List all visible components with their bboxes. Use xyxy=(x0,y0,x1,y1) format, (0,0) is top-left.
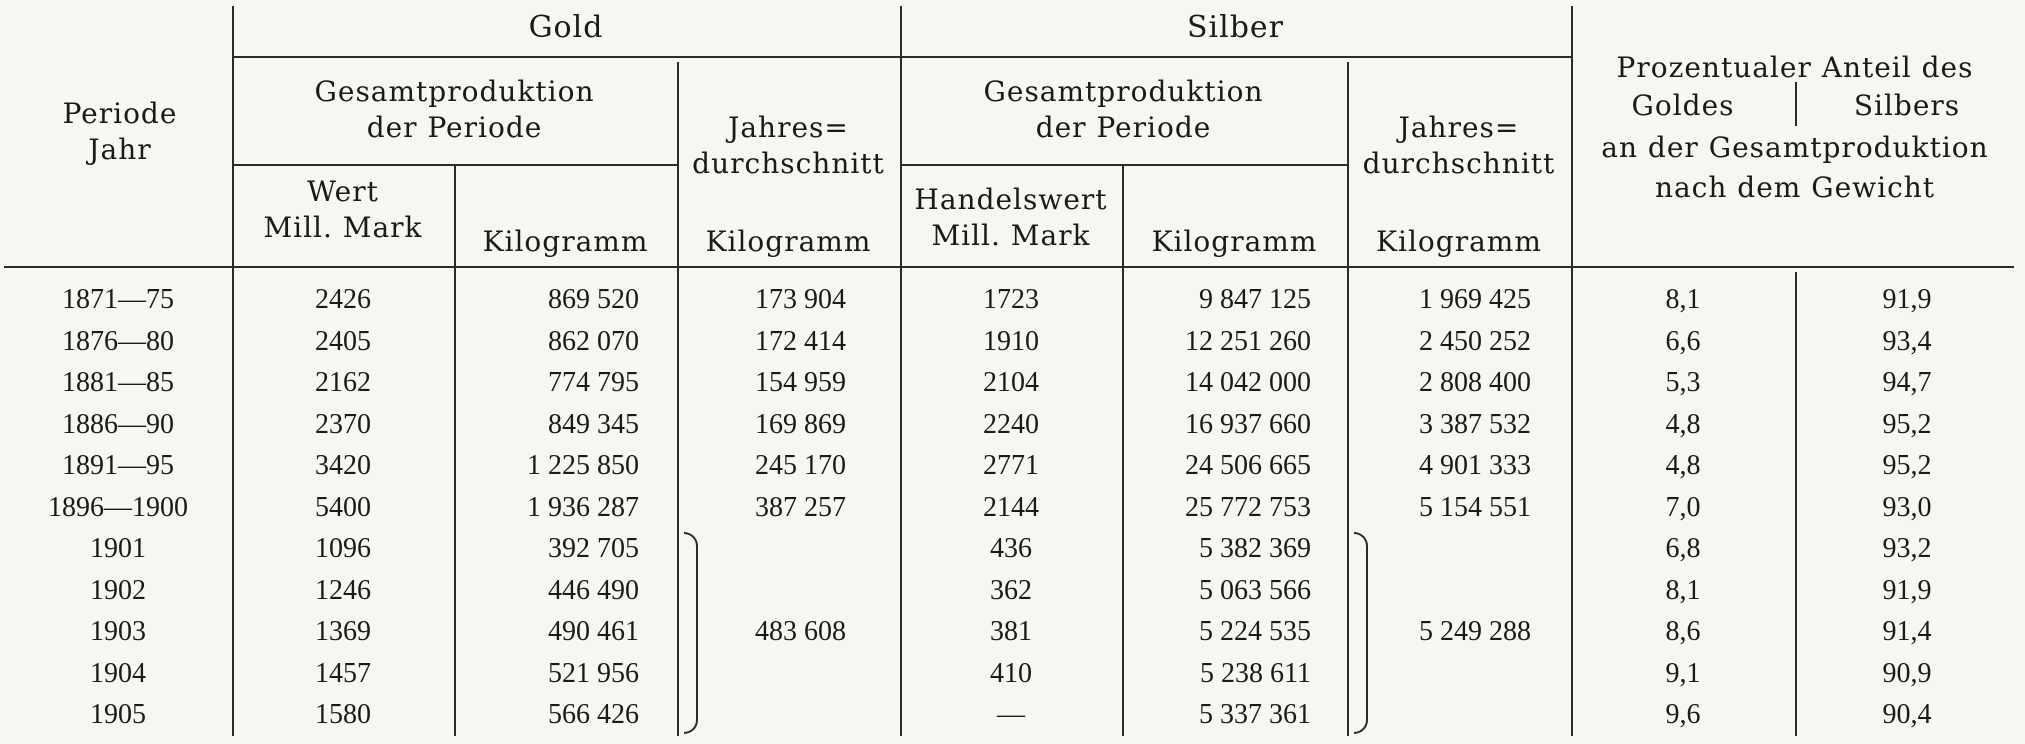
cell-gold-pct: 8,1 xyxy=(1665,574,1701,606)
cell-gold-value: 2426 xyxy=(315,284,371,315)
cell-gold-value: 2405 xyxy=(315,325,371,357)
cell-silver-pct: 90,9 xyxy=(1882,657,1932,689)
cell-silver-kg: 5 337 361 xyxy=(1199,699,1311,730)
header-period-line2: Jahr xyxy=(88,133,152,166)
header-percent-line3: an der Gesamtproduktion xyxy=(1601,131,1989,164)
cell-period: 1871—75 xyxy=(62,284,174,315)
cell-silver-value: — xyxy=(997,699,1025,730)
cell-silver-pct: 93,0 xyxy=(1882,491,1932,523)
header-gold-yearly-avg-line2: durchschnitt xyxy=(692,147,885,180)
cell-silver-kg: 16 937 660 xyxy=(1185,408,1311,440)
cell-silver-kg: 9 847 125 xyxy=(1199,284,1311,315)
cell-silver-value: 410 xyxy=(990,657,1032,689)
cell-period: 1903 xyxy=(90,616,146,647)
header-silver-handelswert-line1: Handelswert xyxy=(914,183,1108,216)
cell-period: 1886—90 xyxy=(62,408,174,440)
header-period-line1: Periode xyxy=(62,97,178,130)
cell-silver-avg: 2 808 400 xyxy=(1419,367,1531,398)
cell-gold-avg: 154 959 xyxy=(755,367,846,398)
cell-gold-pct: 8,1 xyxy=(1665,284,1701,315)
cell-gold-avg: 245 170 xyxy=(755,450,846,481)
cell-gold-pct: 4,8 xyxy=(1665,450,1701,481)
cell-silver-pct: 91,9 xyxy=(1882,574,1932,606)
cell-gold-value: 1096 xyxy=(315,533,371,564)
header-gold-yearly-avg xyxy=(677,110,900,182)
cell-period: 1876—80 xyxy=(62,325,174,357)
cell-gold-value: 2162 xyxy=(315,367,371,398)
cell-gold-pct: 6,8 xyxy=(1665,533,1701,564)
header-gold-total-line1: Gesamtproduktion xyxy=(314,75,595,108)
header-silver-yearly-avg-line2: durchschnitt xyxy=(1362,147,1556,180)
cell-gold-pct: 5,3 xyxy=(1665,367,1701,398)
rule-silver-total-under xyxy=(900,164,1347,166)
cell-silver-value: 2240 xyxy=(983,408,1039,440)
cell-period: 1904 xyxy=(90,657,146,689)
cell-gold-value: 1369 xyxy=(315,616,371,647)
cell-gold-avg: 387 257 xyxy=(755,491,846,523)
cell-gold-value: 1246 xyxy=(315,574,371,606)
cell-silver-kg: 24 506 665 xyxy=(1185,450,1311,481)
cell-silver-pct: 95,2 xyxy=(1882,408,1932,440)
header-silver-yearly-avg xyxy=(1347,110,1571,182)
cell-gold-kg: 1 225 850 xyxy=(527,450,639,481)
cell-silver-value: 1910 xyxy=(983,325,1039,357)
header-silver-total xyxy=(900,74,1347,146)
header-silver-handelswert xyxy=(900,182,1122,254)
cell-silver-kg: 5 063 566 xyxy=(1199,574,1311,606)
cell-silver-kg: 25 772 753 xyxy=(1185,491,1311,523)
header-silver-handelswert-line2: Mill. Mark xyxy=(931,219,1091,252)
cell-gold-kg: 566 426 xyxy=(548,699,639,730)
cell-gold-value: 5400 xyxy=(315,491,371,523)
cell-gold-kg: 869 520 xyxy=(548,284,639,315)
cell-silver-value: 2104 xyxy=(983,367,1039,398)
cell-period: 1881—85 xyxy=(62,367,174,398)
cell-silver-kg: 5 238 611 xyxy=(1200,657,1311,689)
cell-gold-kg: 774 795 xyxy=(548,367,639,398)
cell-silver-avg: 5 249 288 xyxy=(1419,616,1531,647)
cell-silver-pct: 94,7 xyxy=(1882,367,1932,398)
cell-silver-avg: 2 450 252 xyxy=(1419,325,1531,357)
cell-silver-value: 436 xyxy=(990,533,1032,564)
cell-silver-value: 1723 xyxy=(983,284,1039,315)
cell-gold-pct: 9,6 xyxy=(1665,699,1701,730)
header-gold-total xyxy=(232,74,677,146)
cell-silver-avg: 3 387 532 xyxy=(1419,408,1531,440)
header-gold-yearly-avg-line1: Jahres= xyxy=(728,111,849,144)
cell-silver-avg: 5 154 551 xyxy=(1419,491,1531,523)
header-period xyxy=(20,96,220,168)
header-silver-yearly-avg-line1: Jahres= xyxy=(1398,111,1520,144)
cell-silver-avg: 1 969 425 xyxy=(1419,284,1531,315)
cell-silver-value: 2144 xyxy=(983,491,1039,523)
header-percent-line4: nach dem Gewicht xyxy=(1654,171,1936,204)
header-silver-avg-kilogramm: Kilogramm xyxy=(1376,225,1542,258)
header-gold-avg-kilogramm: Kilogramm xyxy=(705,225,872,258)
header-gold-wert xyxy=(232,174,454,246)
header-gold-wert-line2: Mill. Mark xyxy=(263,211,423,244)
cell-gold-kg: 521 956 xyxy=(548,657,639,689)
cell-gold-kg: 1 936 287 xyxy=(527,491,639,523)
cell-gold-kg: 446 490 xyxy=(548,574,639,606)
cell-gold-pct: 7,0 xyxy=(1665,491,1701,523)
cell-silver-avg: 4 901 333 xyxy=(1419,450,1531,481)
rule-header-bottom xyxy=(4,266,2014,268)
header-silver: Silber xyxy=(1186,10,1285,45)
cell-period: 1896—1900 xyxy=(48,491,188,523)
cell-silver-pct: 95,2 xyxy=(1882,450,1932,481)
cell-silver-value: 381 xyxy=(990,616,1032,647)
cell-gold-kg: 392 705 xyxy=(548,533,639,564)
rule-gold-total-under xyxy=(232,164,677,166)
cell-gold-value: 1580 xyxy=(315,699,371,730)
header-silver-total-line2: der Periode xyxy=(1035,111,1212,144)
cell-gold-pct: 9,1 xyxy=(1665,657,1701,689)
cell-gold-avg: 173 904 xyxy=(755,284,846,315)
cell-period: 1902 xyxy=(90,574,146,606)
header-silver-total-line1: Gesamtproduktion xyxy=(983,75,1264,108)
cell-silver-kg: 14 042 000 xyxy=(1185,367,1311,398)
cell-gold-value: 3420 xyxy=(315,450,371,481)
header-percent-line1: Prozentualer Anteil des xyxy=(1616,51,1974,84)
cell-silver-kg: 5 382 369 xyxy=(1199,533,1311,564)
cell-gold-pct: 8,6 xyxy=(1665,616,1701,647)
cell-gold-avg: 169 869 xyxy=(755,408,846,440)
cell-silver-value: 362 xyxy=(990,574,1032,606)
cell-gold-kg: 849 345 xyxy=(548,408,639,440)
header-percent-silver: Silbers xyxy=(1853,89,1961,122)
cell-silver-kg: 5 224 535 xyxy=(1199,616,1311,647)
cell-period: 1905 xyxy=(90,699,146,730)
cell-gold-pct: 4,8 xyxy=(1665,408,1701,440)
header-gold-kilogramm: Kilogramm xyxy=(482,225,649,258)
cell-silver-pct: 91,9 xyxy=(1882,284,1932,315)
cell-silver-value: 2771 xyxy=(983,450,1039,481)
header-percent-gold: Goldes xyxy=(1631,89,1735,122)
cell-gold-value: 2370 xyxy=(315,408,371,440)
cell-period: 1901 xyxy=(90,533,146,564)
header-gold-wert-line1: Wert xyxy=(307,175,379,208)
cell-gold-value: 1457 xyxy=(315,657,371,689)
rule-silver-under xyxy=(900,56,1571,58)
cell-gold-pct: 6,6 xyxy=(1665,325,1701,357)
rule-gold-under xyxy=(232,56,900,58)
cell-silver-pct: 93,2 xyxy=(1882,533,1932,564)
cell-silver-pct: 93,4 xyxy=(1882,325,1932,357)
cell-gold-kg: 862 070 xyxy=(548,325,639,357)
cell-silver-kg: 12 251 260 xyxy=(1185,325,1311,357)
cell-silver-pct: 91,4 xyxy=(1882,616,1932,647)
cell-gold-avg: 172 414 xyxy=(755,325,846,357)
header-gold-total-line2: der Periode xyxy=(366,111,543,144)
header-gold: Gold xyxy=(528,10,604,45)
cell-period: 1891—95 xyxy=(62,450,174,481)
header-silver-kilogramm: Kilogramm xyxy=(1151,225,1318,258)
cell-silver-pct: 90,4 xyxy=(1882,699,1932,730)
cell-gold-avg: 483 608 xyxy=(755,616,846,647)
cell-gold-kg: 490 461 xyxy=(548,616,639,647)
